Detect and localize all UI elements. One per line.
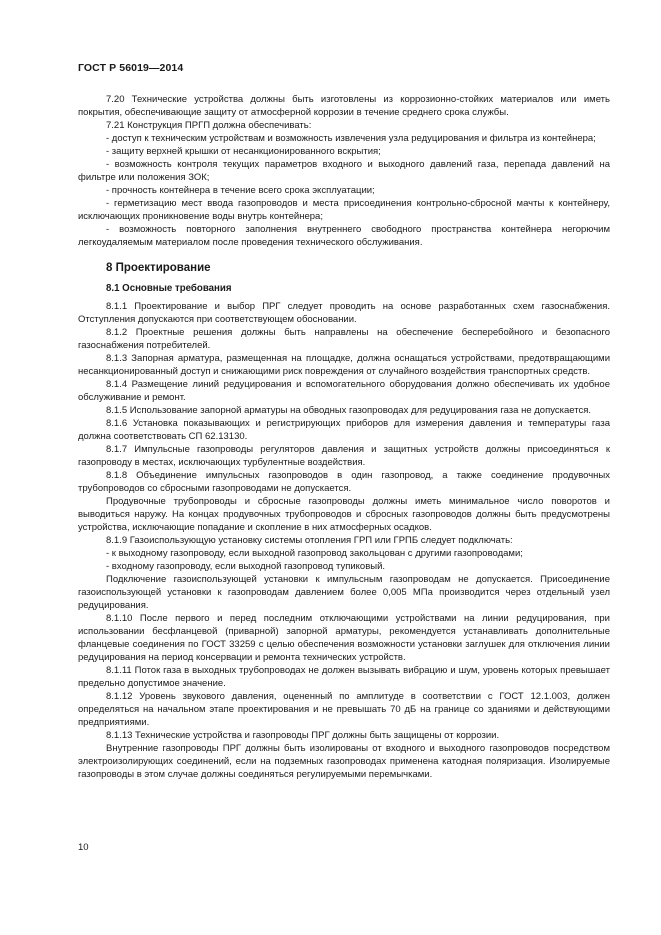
document-header: ГОСТ Р 56019—2014 — [78, 62, 184, 74]
paragraph: 8.1.6 Установка показывающих и регистрирующих приборов для измерения давления и температуры газа должна соответствовать СП 62.13130. — [78, 418, 610, 442]
paragraph: 8.1.13 Технические устройства и газопроводы ПРГ должны быть защищены от коррозии. — [106, 730, 500, 741]
list-item: - к выходному газопроводу, если выходной газопровод закольцован с другими газопроводами; — [106, 548, 523, 559]
paragraph: 7.20 Технические устройства должны быть изготовлены из коррозионно-стойких материалов или иметь покрытия, обеспечивающие защиту от атмосферной коррозии в течение среднего срока службы. — [78, 94, 610, 118]
paragraph: 8.1.5 Использование запорной арматуры на обводных газопроводах для редуцирования газа не допускается. — [106, 405, 592, 416]
paragraph: Продувочные трубопроводы и сбросные газопроводы должны иметь минимальное число поворотов и выводиться наружу. На концах продувочных трубопроводов и сбросных газопроводов должны быть предусмотрены устройства, исключающие попадание и скопление в них атмосферных осадков. — [78, 496, 610, 533]
document-body — [78, 93, 610, 781]
list-item: - возможность повторного заполнения внутреннего свободного пространства контейнера негорючим легкоудаляемым материалом после проведения технического обслуживания. — [78, 224, 610, 248]
list-item: - доступ к техническим устройствам и возможность извлечения узла редуцирования и фильтра из контейнера; — [106, 133, 596, 144]
paragraph: 8.1.10 После первого и перед последним отключающими устройствами на линии редуцирования, при использовании бесфланцевой (приварной) запорной арматуры, рекомендуется устанавливать дополнительные фланцевые соединения по ГОСТ 33259 с целью обеспечения возможности установки заглушек для отключения линии редуцирования на период консервации и ремонта технических устройств. — [78, 613, 610, 663]
paragraph: 8.1.3 Запорная арматура, размещенная на площадке, должна оснащаться устройствами, предотвращающими несанкционированный доступ и снижающими риск повреждения от случайного воздействия транспортных средств. — [78, 353, 610, 377]
paragraph: 8.1.12 Уровень звукового давления, оцененный по амплитуде в соответствии с ГОСТ 12.1.003, должен определяться на начальном этапе проектирования и не превышать 70 дБ на границе со зданиями и действующими предприятиями. — [78, 691, 610, 728]
paragraph: 8.1.8 Объединение импульсных газопроводов в один газопровод, а также соединение продувочных трубопроводов со сбросными газопроводами не допускается. — [78, 470, 610, 494]
paragraph: 8.1.1 Проектирование и выбор ПРГ следует проводить на основе разработанных схем газоснабжения. Отступления допускаются при соответствующем обосновании. — [78, 301, 610, 325]
section-title: 8 Проектирование — [106, 262, 211, 274]
page-number: 10 — [78, 842, 89, 853]
list-item: - возможность контроля текущих параметров входного и выходного давлений газа, перепада давлений на фильтре или положения ЗОК; — [78, 159, 610, 183]
paragraph: 7.21 Конструкция ПРГП должна обеспечивать: — [106, 120, 312, 131]
list-item: - прочность контейнера в течение всего срока эксплуатации; — [106, 185, 375, 196]
paragraph: 8.1.11 Поток газа в выходных трубопроводах не должен вызывать вибрацию и шум, уровень которых превышает предельно допустимое значение. — [78, 665, 610, 689]
paragraph: Подключение газоиспользующей установки к импульсным газопроводам не допускается. Присоединение газоиспользующей установки к газопроводам давлением более 0,005 МПа производится через отдельный узел редуцирования. — [78, 574, 610, 611]
paragraph: 8.1.4 Размещение линий редуцирования и вспомогательного оборудования должно обеспечивать их удобное обслуживание и ремонт. — [78, 379, 610, 403]
paragraph: Внутренние газопроводы ПРГ должны быть изолированы от входного и выходного газопроводов посредством электроизолирующих соединений, если на подземных газопроводах применена катодная поляризация. Изолируемые газопроводы в этом случае должны соединяться регулируемыми перемычками. — [78, 743, 610, 780]
list-item: - входному газопроводу, если выходной газопровод тупиковый. — [106, 561, 386, 572]
list-item: - защиту верхней крышки от несанкционированного вскрытия; — [106, 146, 381, 157]
paragraph: 8.1.9 Газоиспользующую установку системы отопления ГРП или ГРПБ следует подключать: — [106, 535, 513, 546]
paragraph: 8.1.2 Проектные решения должны быть направлены на обеспечение бесперебойного и безопасного газоснабжения потребителей. — [78, 327, 610, 351]
paragraph: 8.1.7 Импульсные газопроводы регуляторов давления и защитных устройств должны присоединяться к газопроводу в местах, исключающих турбулентные воздействия. — [78, 444, 610, 468]
list-item: - герметизацию мест ввода газопроводов и места присоединения контрольно-сбросной мачты к контейнеру, исключающих проникновение воды внутрь контейнера; — [78, 198, 610, 222]
subsection-title: 8.1 Основные требования — [106, 283, 232, 294]
